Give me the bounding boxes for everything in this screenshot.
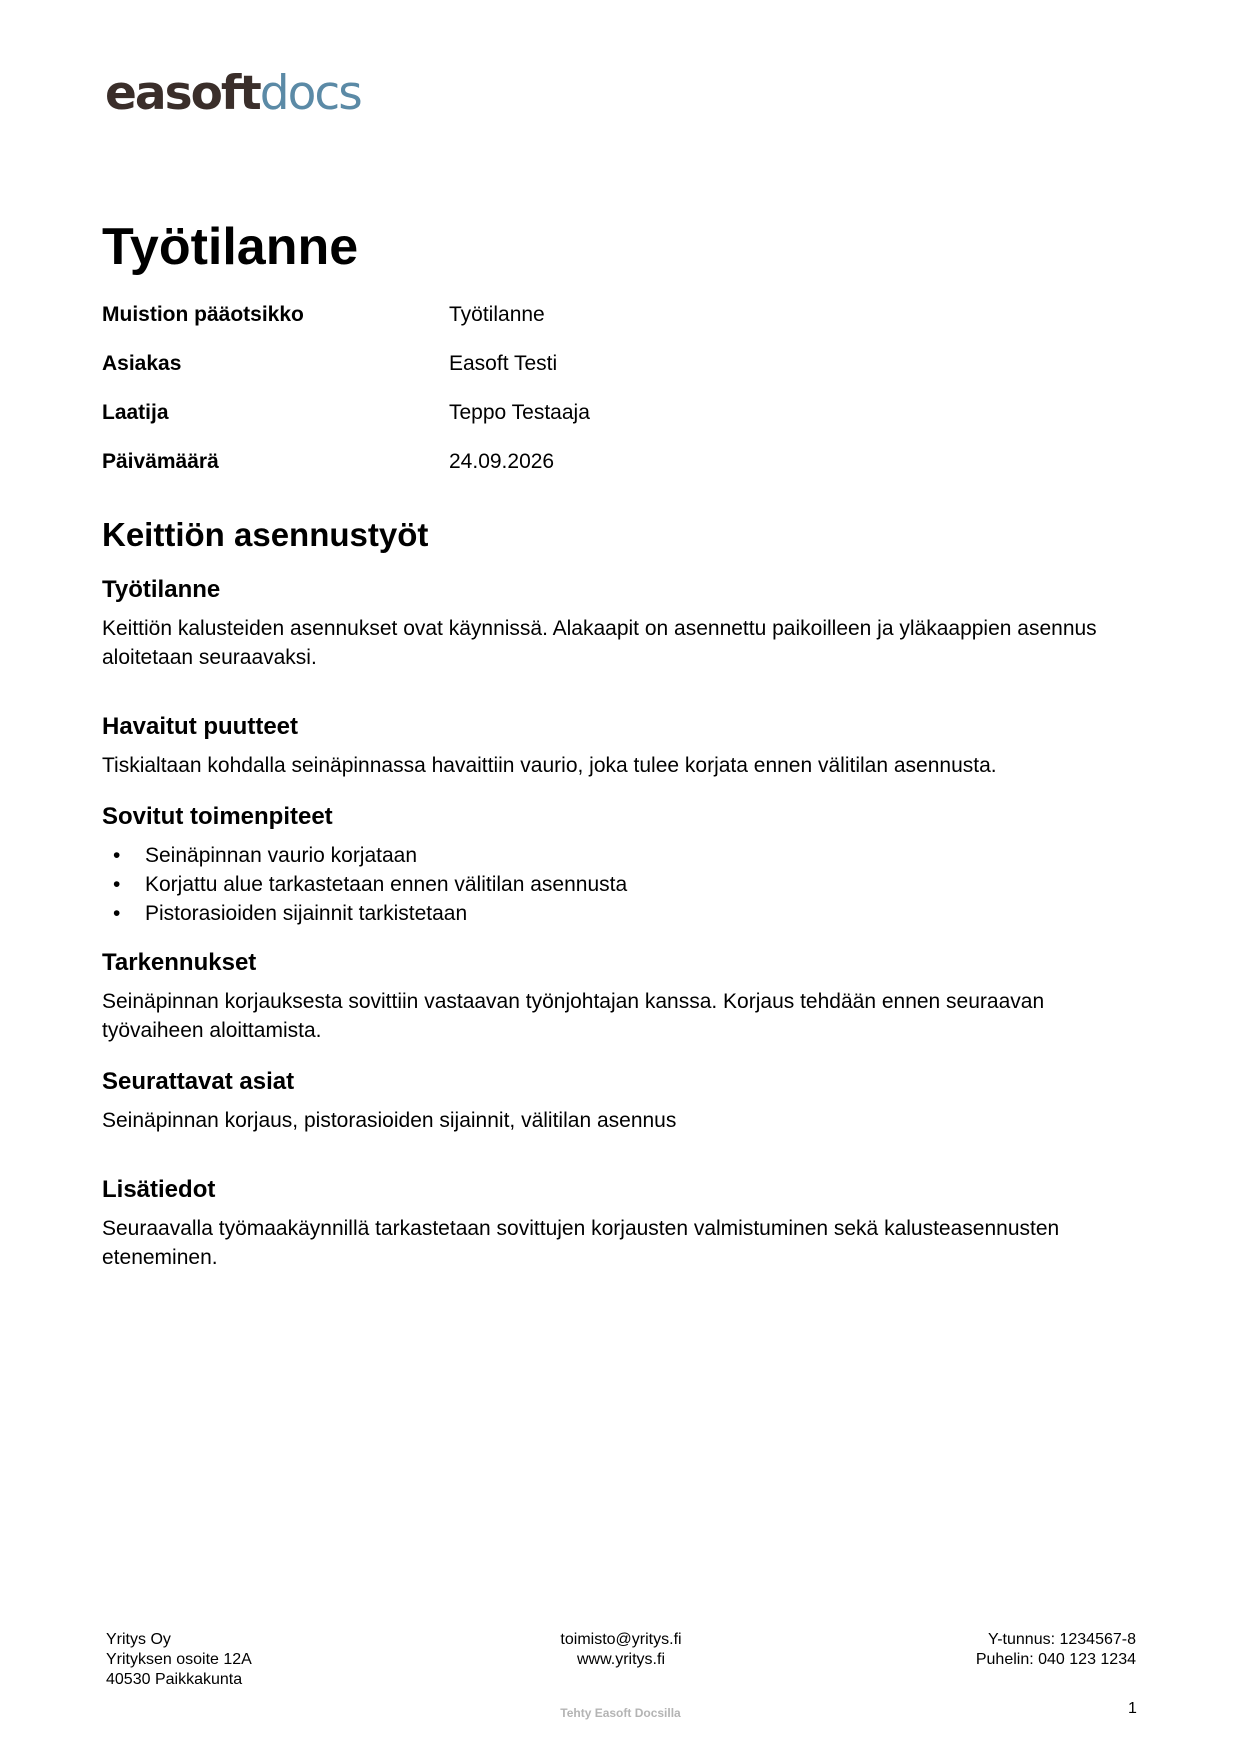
document-body — [102, 515, 1142, 1272]
list-item: • Seinäpinnan vaurio korjataan — [102, 841, 1142, 870]
work-status-block — [102, 575, 1142, 672]
meta-row-customer — [102, 351, 590, 400]
meta-row-date — [102, 449, 590, 498]
footer-company-name: Yritys Oy — [106, 1631, 171, 1648]
meta-row-main-title — [102, 302, 590, 351]
followup-text: Seinäpinnan korjaus, pistorasioiden sijainnit, välitilan asennus — [102, 1109, 677, 1132]
meta-label: Laatija — [102, 401, 169, 424]
section-title: Keittiön asennustyöt — [102, 516, 429, 553]
followup-block — [102, 1067, 1142, 1135]
logo-text-easoft: easoft — [105, 66, 260, 121]
defects-heading: Havaitut puutteet — [102, 713, 299, 740]
clarifications-heading: Tarkennukset — [102, 949, 257, 976]
logo-text-docs: docs — [259, 66, 361, 121]
additional-info-block — [102, 1175, 1142, 1272]
meta-value: Easoft Testi — [449, 352, 558, 375]
footer-address: Yrityksen osoite 12A — [106, 1651, 252, 1668]
made-with-note: Tehty Easoft Docsilla — [560, 1706, 681, 1720]
footer-website: www.yritys.fi — [577, 1651, 665, 1668]
actions-list — [102, 841, 1142, 928]
defects-text: Tiskialtaan kohdalla seinäpinnassa havaittiin vaurio, joka tulee korjata ennen välitilan asennusta. — [102, 754, 997, 777]
meta-value: Teppo Testaaja — [449, 401, 590, 424]
additional-info-text: Seuraavalla työmaakäynnillä tarkastetaan sovittujen korjausten valmistuminen sekä kalusteasennusten eteneminen. — [102, 1217, 1060, 1269]
meta-label: Muistion pääotsikko — [102, 303, 304, 326]
document-meta-table — [102, 302, 590, 498]
footer-phone: Puhelin: 040 123 1234 — [975, 1651, 1136, 1668]
meta-value: 24.09.2026 — [449, 450, 555, 473]
meta-value: Työtilanne — [449, 303, 545, 326]
document-title: Työtilanne — [102, 218, 359, 276]
work-status-heading: Työtilanne — [102, 576, 221, 603]
footer-registration-info — [976, 1630, 1136, 1670]
defects-block — [102, 712, 1142, 780]
clarifications-block — [102, 948, 1142, 1045]
meta-label: Asiakas — [102, 352, 182, 375]
clarifications-text: Seinäpinnan korjauksesta sovittiin vastaavan työnjohtajan kanssa. Korjaus tehdään ennen seuraavan työvaiheen aloittamista. — [102, 990, 1045, 1042]
actions-block — [102, 802, 1142, 928]
company-logo — [105, 66, 361, 122]
footer-email: toimisto@yritys.fi — [560, 1631, 682, 1648]
meta-row-author — [102, 400, 590, 449]
list-item: • Pistorasioiden sijainnit tarkistetaan — [102, 899, 1142, 928]
actions-heading: Sovitut toimenpiteet — [102, 803, 333, 830]
page-number: 1 — [1128, 1700, 1137, 1717]
meta-label: Päivämäärä — [102, 450, 219, 473]
followup-heading: Seurattavat asiat — [102, 1068, 295, 1095]
list-item: • Korjattu alue tarkastetaan ennen välitilan asennusta — [102, 870, 1142, 899]
work-status-text: Keittiön kalusteiden asennukset ovat käynnissä. Alakaapit on asennettu paikoilleen ja yläkaappien asennus aloitetaan seuraavaksi. — [102, 617, 1097, 669]
additional-info-heading: Lisätiedot — [102, 1176, 216, 1203]
footer-city: 40530 Paikkakunta — [106, 1671, 243, 1688]
footer-business-id: Y-tunnus: 1234567-8 — [988, 1631, 1136, 1648]
